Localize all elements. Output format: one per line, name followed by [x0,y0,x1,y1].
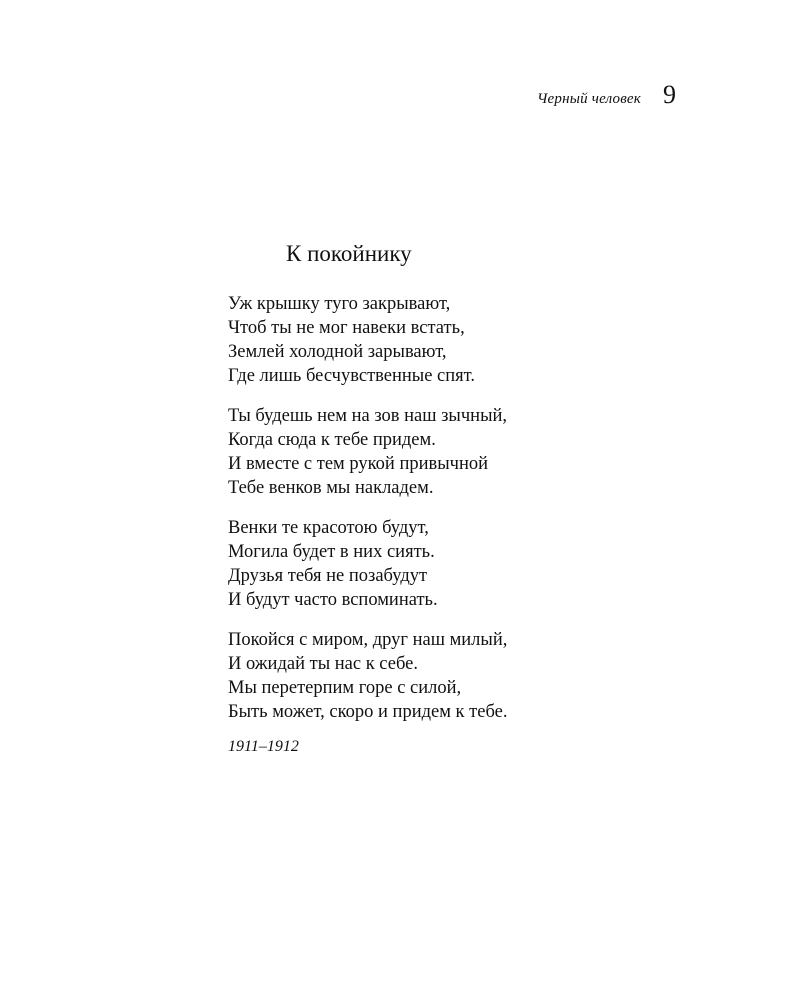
stanza-1 [228,292,648,388]
poem-line: И будут часто вспоминать. [228,590,438,610]
running-head [537,80,676,110]
poem-line: И вместе с тем рукой привычной [228,454,489,474]
poem-line: Покойся с миром, друг наш милый, [228,630,508,650]
poem-line: Могила будет в них сиять. [228,542,435,562]
poem-line: Где лишь бесчувственные спят. [228,366,475,386]
poem-stanzas [228,292,648,724]
poem-date: 1911–1912 [228,738,299,755]
poem-title: К покойнику [286,241,412,266]
poem-line: Быть может, скоро и придем к тебе. [228,702,508,722]
stanza-2 [228,404,648,500]
poem-line: Венки те красотою будут, [228,518,429,538]
page-number: 9 [663,80,676,109]
poem-line: Друзья тебя не позабудут [228,566,428,586]
poem-line: Тебе венков мы накладем. [228,478,434,498]
poem-line: Когда сюда к тебе придем. [228,430,436,450]
stanza-3 [228,516,648,612]
poem-line: Мы перетерпим горе с силой, [228,678,462,698]
stanza-4 [228,628,648,724]
running-title: Черный человек [537,91,641,107]
poem-line: Чтоб ты не мог навеки встать, [228,318,465,338]
poem-line: Уж крышку туго закрывают, [228,294,451,314]
poem-line: Землей холодной зарывают, [228,342,447,362]
poem-line: И ожидай ты нас к себе. [228,654,418,674]
poem [228,236,648,756]
poem-line: Ты будешь нем на зов наш зычный, [228,406,508,426]
